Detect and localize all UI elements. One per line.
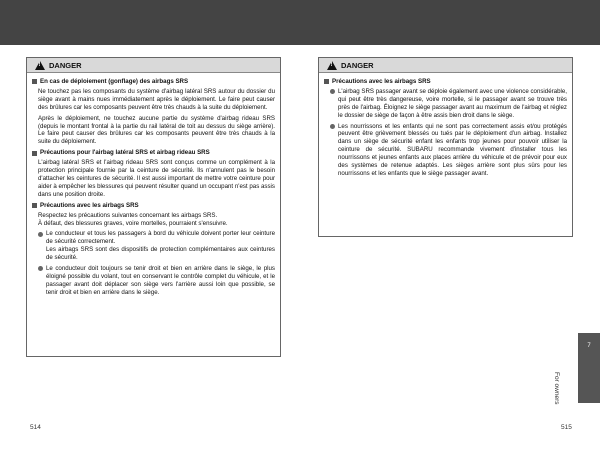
square-bullet-icon <box>32 79 37 84</box>
danger-label: DANGER <box>49 60 82 70</box>
paragraph: Ne touchez pas les composants du système d'airbag latéral SRS autour du dossier du siège avant à mains nues immédiatement après le déploiement. Le faire peut causer des brûlures car les composants peuvent être très chauds à la suite du déploiement. <box>38 87 275 111</box>
danger-box-right <box>318 57 573 237</box>
section-title: En cas de déploiement (gonflage) des airbags SRS <box>32 78 275 86</box>
chapter-number: 7 <box>587 343 591 349</box>
round-bullet-icon <box>330 89 335 94</box>
list-item: Le conducteur et tous les passagers à bord du véhicule doivent porter leur ceinture de sécurité correctement. Les airbags SRS sont des dispositifs de protection complémentaires aux ceintures de sécurité. <box>38 230 275 262</box>
list-item: L'airbag SRS passager avant se déploie également avec une violence considérable, qui peut être très dangereuse, voire mortelle, si le passager avant se trouve très près de l'airbag. Éloignez le siège passager avant au maximum de l'airbag et réglez le dossier de siège de façon à être assis bien droit dans le siège. <box>330 88 567 120</box>
square-bullet-icon <box>32 151 37 156</box>
square-bullet-icon <box>32 203 37 208</box>
section-title: Précautions pour l'airbag latéral SRS et airbag rideau SRS <box>32 149 275 157</box>
chapter-side-label: For owners <box>553 372 560 405</box>
round-bullet-icon <box>38 266 43 271</box>
section-title: Précautions avec les airbags SRS <box>324 78 567 86</box>
danger-label: DANGER <box>341 60 374 70</box>
paragraph: Respectez les précautions suivantes concernant les airbags SRS. <box>38 211 218 219</box>
square-bullet-icon <box>324 79 329 84</box>
top-header-bar <box>0 0 600 45</box>
danger-header <box>27 58 280 73</box>
round-bullet-icon <box>38 232 43 237</box>
page-number-right: 515 <box>561 424 572 431</box>
danger-header <box>319 58 572 73</box>
paragraph: À défaut, des blessures graves, voire mortelles, pourraient s'ensuivre. <box>38 219 228 227</box>
paragraph: Après le déploiement, ne touchez aucune partie du système d'airbag rideau SRS (depuis le montant frontal à la partie du rail latéral de toit au dessus du siège arrière). Le faire peut causer des brûlures car les composants peuvent être très chauds à la suite du déploiement. <box>38 114 275 146</box>
section-title: Précautions avec les airbags SRS <box>32 202 275 210</box>
list-item: Le conducteur doit toujours se tenir droit et bien en arrière dans le siège, le plus éloigné possible du volant, tout en conservant le contrôle complet du véhicule, et le passager avant doit déplacer son siège vers l'arrière aussi loin que possible, se tenir droit et bien en arrière dans le siège. <box>38 265 275 297</box>
page-number-left: 514 <box>30 424 41 431</box>
warning-triangle-icon <box>35 61 45 70</box>
warning-triangle-icon <box>327 61 337 70</box>
danger-box-left <box>26 57 281 357</box>
round-bullet-icon <box>330 124 335 129</box>
list-item: Les nourrissons et les enfants qui ne sont pas correctement assis et/ou protégés peuvent être grièvement blessés ou tués par le déploiement d'un airbag. Installez dans un siège de sécurité enfant les enfants trop jeunes pour pouvoir utiliser la ceinture de sécurité. SUBARU recommande vivement d'installer tous les nourrissons et jeunes enfants aux places arrière du véhicule et de prévoir pour eux des systèmes de retenue adaptés. Les sièges arrière sont plus sûrs pour les nourrissons et les enfants que le siège passager avant. <box>330 123 567 178</box>
paragraph: L'airbag latéral SRS et l'airbag rideau SRS sont conçus comme un complément à la protection principale fournie par la ceinture de sécurité. Ils n'annulent pas le besoin d'attacher les ceintures de sécurité. Il est aussi important de mettre votre ceinture pour aider à empêcher les blessures qui peuvent résulter quand un occupant n'est pas assis dans une position droite. <box>38 159 275 198</box>
